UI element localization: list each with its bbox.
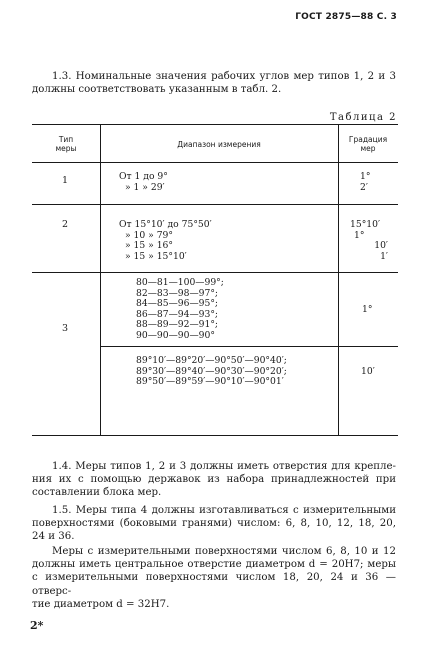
paragraph-line: 1.3. Номинальные значения рабочих углов мер типов 1, 2 и 3 xyxy=(52,71,396,82)
table-rule xyxy=(100,346,398,347)
col-header-gradation: Градация мер xyxy=(348,135,388,153)
paragraph-line: 24 и 36. xyxy=(32,531,75,543)
row-1-type: 1 xyxy=(62,175,69,186)
row-3-gradation-a: 1° xyxy=(362,304,373,315)
paragraph-holes xyxy=(32,545,396,611)
row-2-range: От 15°10′ до 75°50′ » 10 » 79° » 15 » 16° » 15 » 15°10′ xyxy=(119,219,212,262)
table-title: Таблица 2 xyxy=(329,112,397,123)
table-rule xyxy=(100,124,101,436)
table-rule xyxy=(32,124,398,125)
table-2 xyxy=(32,124,398,436)
paragraph-line: должны иметь центральное отверстие диаметром d = 20H7; меры xyxy=(32,559,396,571)
row-3-gradation-b: 10′ xyxy=(361,366,375,377)
row-1-range: От 1 до 9° » 1 » 29′ xyxy=(119,171,168,193)
row-3-range-a: 80—81—100—99°; 82—83—98—97°; 84—85—96—95°; 86—87—94—93°; 88—89—92—91°; 90—90—90—90° xyxy=(136,277,224,341)
table-rule xyxy=(32,435,398,436)
row-2-gradation: 15°10′ 1° 10′ 1′ xyxy=(350,219,388,262)
col-header-type: Тип меры xyxy=(55,135,77,153)
paragraph-line: 1.4. Меры типов 1, 2 и 3 должны иметь отверстия для крепле- xyxy=(52,461,396,472)
paragraph-line: тие диаметром d = 32H7. xyxy=(32,598,170,610)
paragraph-line: ния их с помощью державок из набора принадлежностей при xyxy=(32,474,396,486)
paragraph-line: с измерительными поверхностями числом 18, 20, 24 и 36 — отверс- xyxy=(32,572,396,597)
page-header: ГОСТ 2875—88 С. 3 xyxy=(295,12,397,22)
row-3-type: 3 xyxy=(62,323,69,334)
row-2-type: 2 xyxy=(62,219,69,230)
col-header-range: Диапазон измерения xyxy=(177,140,261,149)
page-footer-mark: 2* xyxy=(30,619,44,632)
paragraph-line: Меры с измерительными поверхностями числом 6, 8, 10 и 12 xyxy=(52,546,396,557)
paragraph-line: поверхностями (боковыми гранями) числом: 6, 8, 10, 12, 18, 20, xyxy=(32,518,396,530)
table-rule xyxy=(338,124,339,436)
table-rule xyxy=(32,204,398,205)
paragraph-line: должны соответствовать указанным в табл. 2. xyxy=(32,84,282,96)
table-rule xyxy=(32,162,398,163)
row-3-range-b: 89°10′—89°20′—90°50′—90°40′; 89°30′—89°40′—90°30′—90°20′; 89°50′—89°59′—90°10′—90°01′ xyxy=(136,355,287,387)
paragraph-line: составлении блока мер. xyxy=(32,487,162,499)
paragraph-1-5 xyxy=(32,504,396,544)
table-rule xyxy=(32,272,398,273)
row-1-gradation: 1° 2′ xyxy=(360,171,371,193)
paragraph-1-3 xyxy=(32,70,396,96)
paragraph-line: 1.5. Меры типа 4 должны изготавливаться с измерительными xyxy=(52,505,396,516)
paragraph-1-4 xyxy=(32,460,396,500)
